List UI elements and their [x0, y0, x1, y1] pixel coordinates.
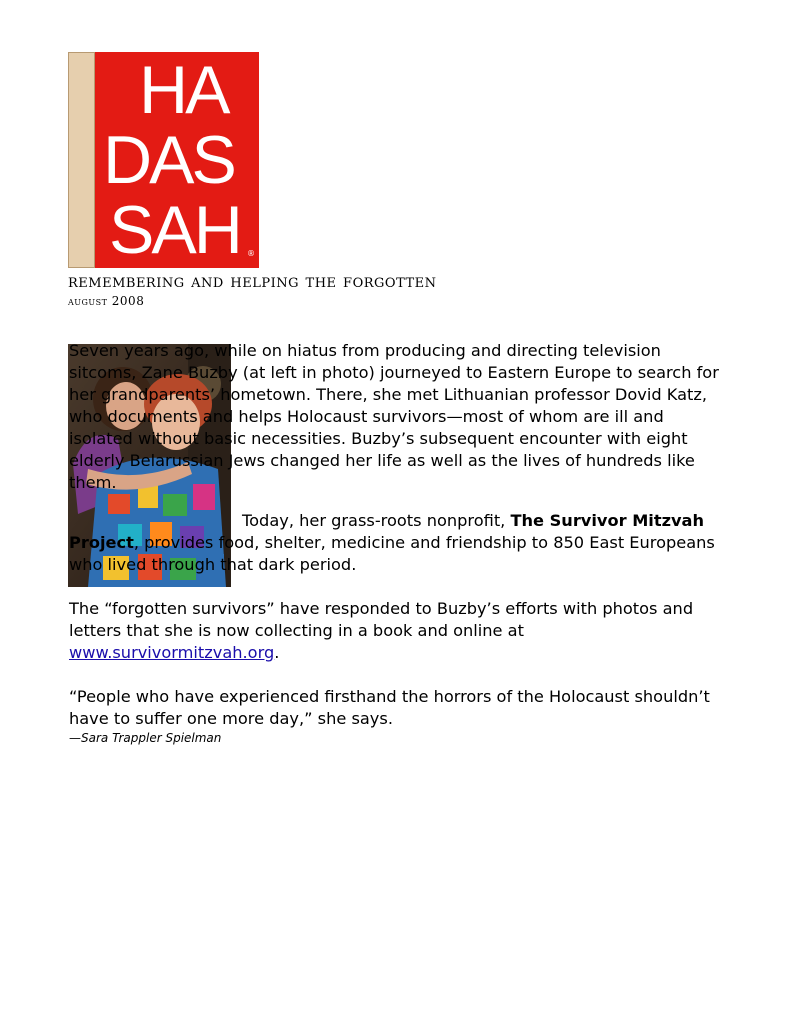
logo-box	[95, 52, 259, 268]
article-body	[69, 340, 719, 746]
article-date: august 2008	[68, 294, 145, 308]
article-headline: remembering and helping the forgotten	[68, 270, 437, 292]
paragraph-2-rest: , provides food, shelter, medicine and friendship to 850 East Europeans who lived through that dark period.	[69, 533, 715, 574]
byline: —Sara Trappler Spielman	[69, 731, 222, 745]
registered-mark: ®	[247, 249, 255, 258]
logo-line-2: DAS	[103, 122, 234, 198]
paragraph-3-end: .	[274, 643, 280, 662]
survivor-mitzvah-link[interactable]: www.survivormitzvah.org	[69, 643, 275, 662]
project-name: The Survivor Mitzvah Project	[69, 511, 705, 552]
paragraph-1: Seven years ago, while on hiatus from producing and directing television sitcoms, Zane Buzby (at left in photo) journeyed to Eastern Europe to search for her grandparents’ hometown. There, she met Lithuanian professor Dovid Katz, who documents and helps Holocaust survivors—most of whom are ill and isolated without basic necessities. Buzby’s subsequent encounter with eight elderly Belarussian Jews changed her life as well as the lives of hundreds like them.	[69, 341, 719, 492]
paragraph-3-lead: The “forgotten survivors” have responded to Buzby’s efforts with photos and letters that she is now collecting in a book and online at	[69, 599, 694, 640]
logo-line-3: SAH	[109, 192, 240, 268]
paragraph-2	[69, 510, 719, 576]
paragraph-3	[69, 598, 719, 664]
paragraph-2-lead: Today, her grass-roots nonprofit,	[242, 511, 511, 530]
logo-stripe	[68, 52, 95, 268]
logo-line-1: HA	[139, 52, 228, 128]
paragraph-4-quote: “People who have experienced firsthand the horrors of the Holocaust shouldn’t have to suffer one more day,” she says.	[69, 687, 710, 728]
hadassah-logo	[68, 52, 259, 268]
